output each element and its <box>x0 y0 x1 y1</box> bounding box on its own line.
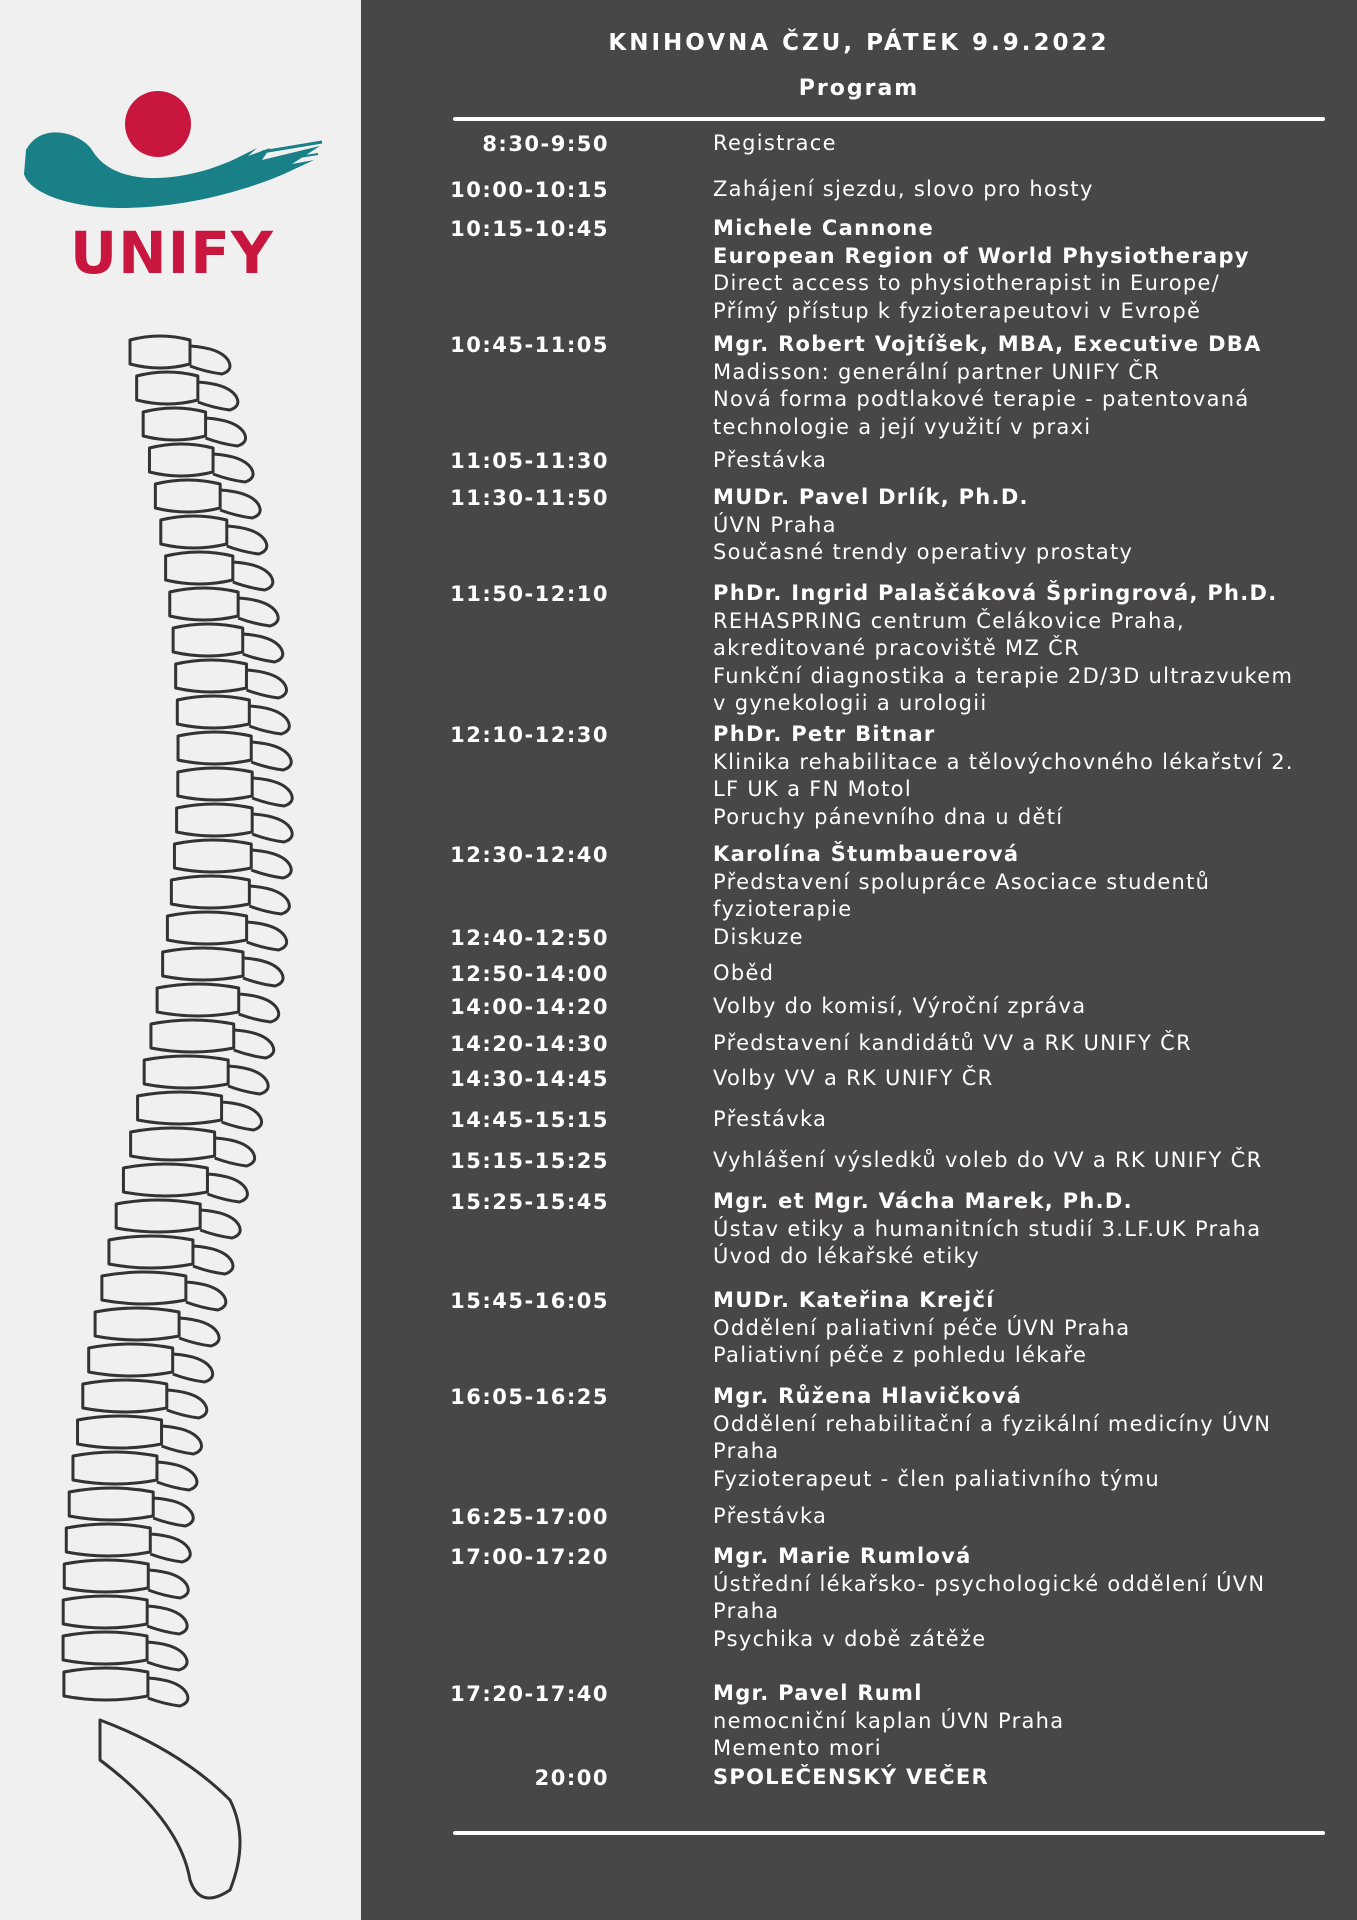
program-text-line: Přestávka <box>713 1504 828 1528</box>
program-time: 14:20-14:30 <box>450 1032 609 1056</box>
bottom-divider <box>453 1831 1325 1835</box>
top-divider <box>453 117 1325 121</box>
program-time: 15:45-16:05 <box>450 1289 609 1313</box>
program-heading: Program <box>798 76 920 101</box>
program-text-line: Klinika rehabilitace a tělovýchovného lékařství 2. <box>713 749 1294 774</box>
program-text-line: Oběd <box>713 961 775 985</box>
program-time: 12:50-14:00 <box>450 962 609 986</box>
program-content <box>713 1147 1353 1175</box>
program-content <box>713 1106 1353 1134</box>
program-panel <box>361 0 1357 1920</box>
program-speaker-line: European Region of World Physiotherapy <box>713 243 1250 268</box>
program-content <box>713 1188 1353 1271</box>
program-time: 15:25-15:45 <box>450 1190 609 1214</box>
program-content <box>713 1287 1353 1370</box>
program-text-line: Praha <box>713 1439 780 1463</box>
program-content <box>713 1680 1353 1763</box>
program-text-line: Psychika v době zátěže <box>713 1626 987 1651</box>
program-time: 12:40-12:50 <box>450 926 609 950</box>
program-content <box>713 841 1353 924</box>
program-content <box>713 1503 1353 1531</box>
program-text-line: Volby VV a RK UNIFY ČR <box>713 1066 994 1090</box>
program-time: 20:00 <box>534 1766 609 1790</box>
program-speaker-line: PhDr. Ingrid Palaščáková Špringrová, Ph.D. <box>713 581 1278 605</box>
program-text-line: Praha <box>713 1599 780 1623</box>
program-content <box>713 960 1353 988</box>
program-time: 17:20-17:40 <box>450 1682 609 1706</box>
left-panel <box>0 0 361 1920</box>
program-time: 17:00-17:20 <box>450 1545 609 1569</box>
program-time: 10:00-10:15 <box>450 178 609 202</box>
program-time: 11:30-11:50 <box>450 486 609 510</box>
program-text-line: Fyzioterapeut - člen paliativního týmu <box>713 1466 1160 1491</box>
program-text-line: Nová forma podtlakové terapie - patentovaná <box>713 387 1250 411</box>
spine-illustration-icon <box>60 330 350 1910</box>
program-text-line: Zahájení sjezdu, slovo pro hosty <box>713 177 1094 201</box>
program-text-line: Ústřední lékařsko- psychologické oddělení ÚVN <box>713 1571 1266 1596</box>
program-speaker-line: Karolína Štumbauerová <box>713 842 1020 866</box>
program-text-line: Paliativní péče z pohledu lékaře <box>713 1343 1088 1367</box>
program-speaker-line: SPOLEČENSKÝ VEČER <box>713 1765 989 1789</box>
program-text-line: Ústav etiky a humanitních studií 3.LF.UK Praha <box>713 1216 1262 1241</box>
program-content <box>713 1764 1353 1792</box>
program-speaker-line: Mgr. Robert Vojtíšek, MBA, Executive DBA <box>713 332 1262 356</box>
program-text-line: akreditované pracoviště MZ ČR <box>713 636 1080 660</box>
program-speaker-line: Mgr. et Mgr. Vácha Marek, Ph.D. <box>713 1189 1133 1213</box>
program-speaker-line: PhDr. Petr Bitnar <box>713 722 936 746</box>
program-text-line: Přestávka <box>713 1107 828 1131</box>
program-text-line: ÚVN Praha <box>713 512 837 537</box>
program-text-line: REHASPRING centrum Čelákovice Praha, <box>713 608 1185 633</box>
program-speaker-line: MUDr. Kateřina Krejčí <box>713 1288 995 1312</box>
program-text-line: Volby do komisí, Výroční zpráva <box>713 994 1087 1018</box>
program-text-line: Direct access to physiotherapist in Europe/ <box>713 271 1221 295</box>
program-text-line: v gynekologii a urologii <box>713 691 988 715</box>
program-content <box>713 993 1353 1021</box>
program-time: 12:30-12:40 <box>450 843 609 867</box>
program-text-line: Představení kandidátů VV a RK UNIFY ČR <box>713 1031 1192 1055</box>
program-content <box>713 1383 1353 1493</box>
program-content <box>713 924 1353 952</box>
program-text-line: Diskuze <box>713 925 804 949</box>
program-text-line: Přímý přístup k fyzioterapeutovi v Evropě <box>713 298 1202 323</box>
program-text-line: Vyhlášení výsledků voleb do VV a RK UNIFY ČR <box>713 1148 1263 1172</box>
program-time: 15:15-15:25 <box>450 1149 609 1173</box>
program-content <box>713 1543 1353 1653</box>
program-content <box>713 484 1353 567</box>
program-text-line: Poruchy pánevního dna u dětí <box>713 804 1064 829</box>
program-text-line: Současné trendy operativy prostaty <box>713 540 1134 564</box>
program-content <box>713 580 1353 718</box>
program-content <box>713 176 1353 204</box>
logo-text: UNIFY <box>70 219 274 287</box>
program-text-line: Oddělení paliativní péče ÚVN Praha <box>713 1315 1131 1340</box>
program-time: 11:50-12:10 <box>450 582 609 606</box>
program-time: 10:45-11:05 <box>450 333 609 357</box>
program-text-line: Registrace <box>713 131 837 155</box>
program-content <box>713 215 1353 325</box>
program-text-line: Představení spolupráce Asociace studentů <box>713 869 1211 894</box>
program-text-line: Madisson: generální partner UNIFY ČR <box>713 359 1161 384</box>
program-text-line: Oddělení rehabilitační a fyzikální medicíny ÚVN <box>713 1411 1272 1436</box>
program-text-line: Přestávka <box>713 448 828 472</box>
program-speaker-line: Mgr. Pavel Ruml <box>713 1681 923 1705</box>
program-speaker-line: Mgr. Marie Rumlová <box>713 1544 972 1568</box>
program-text-line: Úvod do lékařské etiky <box>713 1244 980 1268</box>
program-time: 14:45-15:15 <box>450 1108 609 1132</box>
venue-date-heading: KNIHOVNA ČZU, PÁTEK 9.9.2022 <box>608 30 1110 56</box>
program-text-line: Memento mori <box>713 1736 882 1760</box>
program-time: 14:00-14:20 <box>450 995 609 1019</box>
program-text-line: LF UK a FN Motol <box>713 777 912 801</box>
program-speaker-line: Mgr. Růžena Hlavičková <box>713 1384 1023 1408</box>
program-time: 12:10-12:30 <box>450 723 609 747</box>
program-text-line: nemocniční kaplan ÚVN Praha <box>713 1708 1065 1733</box>
program-time: 16:25-17:00 <box>450 1505 609 1529</box>
program-time: 8:30-9:50 <box>482 132 609 156</box>
program-content <box>713 1030 1353 1058</box>
program-content <box>713 331 1353 441</box>
program-text-line: Funkční diagnostika a terapie 2D/3D ultrazvukem <box>713 663 1294 688</box>
program-speaker-line: MUDr. Pavel Drlík, Ph.D. <box>713 485 1029 509</box>
program-text-line: fyzioterapie <box>713 897 853 921</box>
program-time: 14:30-14:45 <box>450 1067 609 1091</box>
program-time: 10:15-10:45 <box>450 217 609 241</box>
program-time: 11:05-11:30 <box>450 449 609 473</box>
program-content <box>713 447 1353 475</box>
program-content <box>713 1065 1353 1093</box>
program-content <box>713 130 1353 158</box>
program-speaker-line: Michele Cannone <box>713 216 935 240</box>
program-content <box>713 721 1353 831</box>
program-time: 16:05-16:25 <box>450 1385 609 1409</box>
program-text-line: technologie a její využití v praxi <box>713 414 1092 439</box>
